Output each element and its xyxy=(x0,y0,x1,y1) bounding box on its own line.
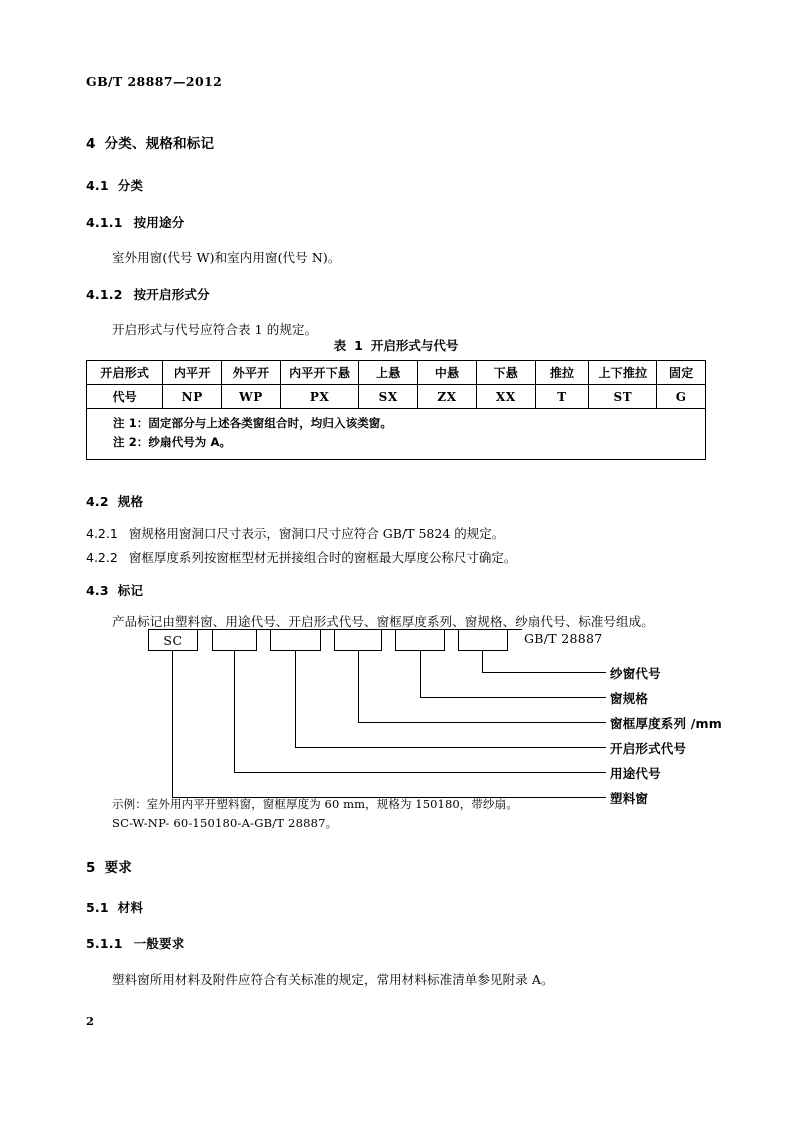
clause-4-2-1-number: 4.2.1 xyxy=(86,526,118,541)
leader-h-frame-thickness xyxy=(358,722,606,723)
marking-example-line-2: SC-W-NP- 60-150180-A-GB/T 28887。 xyxy=(112,816,338,830)
table-row-notes xyxy=(87,409,706,460)
table-1-caption xyxy=(86,336,706,354)
table-row-codes xyxy=(87,385,706,409)
heading-4-1-1 xyxy=(86,213,184,231)
leader-label-product: 塑料窗 xyxy=(610,791,649,806)
cell-code-5: XX xyxy=(476,385,535,409)
heading-4-1-1-number: 4.1.1 xyxy=(86,215,123,230)
leader-label-screen-code: 纱窗代号 xyxy=(610,666,661,681)
leader-h-screen-code xyxy=(482,672,606,673)
cell-code-1: WP xyxy=(222,385,281,409)
table-1-opening-forms xyxy=(86,360,706,460)
cell-form-5: 下悬 xyxy=(476,361,535,385)
row-header-form: 开启形式 xyxy=(87,361,163,385)
heading-4-title: 分类、规格和标记 xyxy=(104,136,215,152)
heading-4-3 xyxy=(86,581,143,599)
marking-box-screen-code xyxy=(458,629,508,651)
cell-form-3: 上悬 xyxy=(359,361,418,385)
page-number: 2 xyxy=(86,1014,95,1028)
heading-4-1-2-number: 4.1.2 xyxy=(86,287,123,302)
heading-4-3-title: 标记 xyxy=(117,583,144,598)
cell-form-0: 内平开 xyxy=(163,361,222,385)
paragraph-5-1-1: 塑料窗所用材料及附件应符合有关标准的规定，常用材料标准清单参见附录 A。 xyxy=(112,972,554,987)
leader-v-window-spec xyxy=(420,651,421,698)
table-note-2: 注 2：纱扇代号为 A。 xyxy=(113,435,232,449)
cell-code-8: G xyxy=(657,385,706,409)
leader-v-product xyxy=(172,651,173,798)
clause-4-2-2-text: 窗框厚度系列按窗框型材无拼接组合时的窗框最大厚度公称尺寸确定。 xyxy=(128,550,517,565)
heading-5-1-1 xyxy=(86,934,184,952)
table-1-notes xyxy=(87,409,706,460)
heading-4 xyxy=(86,132,214,152)
marking-box-product: SC xyxy=(148,629,198,651)
leader-h-use-code xyxy=(234,772,606,773)
cell-code-3: SX xyxy=(359,385,418,409)
cell-code-6: T xyxy=(535,385,589,409)
marking-box-frame-thickness xyxy=(334,629,382,651)
heading-4-number: 4 xyxy=(86,136,96,152)
clause-4-2-2-number: 4.2.2 xyxy=(86,550,118,565)
heading-4-3-number: 4.3 xyxy=(86,583,109,598)
clause-4-2-1-text: 窗规格用窗洞口尺寸表示，窗洞口尺寸应符合 GB/T 5824 的规定。 xyxy=(128,526,505,541)
leader-v-screen-code xyxy=(482,651,483,673)
cell-form-2: 内平开下悬 xyxy=(280,361,358,385)
marking-box-opening-code xyxy=(270,629,321,651)
leader-label-use-code: 用途代号 xyxy=(610,766,661,781)
cell-code-4: ZX xyxy=(418,385,477,409)
heading-4-2 xyxy=(86,492,143,510)
heading-5-1-1-title: 一般要求 xyxy=(133,936,185,951)
heading-4-1-2-title: 按开启形式分 xyxy=(133,287,210,302)
table-1-caption-label: 表 xyxy=(333,338,347,353)
leader-v-use-code xyxy=(234,651,235,773)
marking-dash-3 xyxy=(321,629,334,630)
heading-4-2-title: 规格 xyxy=(117,494,144,509)
leader-v-frame-thickness xyxy=(358,651,359,723)
paragraph-4-3-intro: 产品标记由塑料窗、用途代号、开启形式代号、窗框厚度系列、窗规格、纱扇代号、标准号组成。 xyxy=(112,614,654,629)
leader-label-window-spec: 窗规格 xyxy=(610,691,649,706)
leader-h-opening-code xyxy=(295,747,606,748)
leader-label-opening-code: 开启形式代号 xyxy=(610,741,687,756)
heading-4-1-title: 分类 xyxy=(117,178,144,193)
marking-box-window-spec xyxy=(395,629,445,651)
marking-box-use-code xyxy=(212,629,257,651)
paragraph-4-1-1: 室外用窗(代号 W)和室内用窗(代号 N)。 xyxy=(112,250,341,265)
marking-dash-6 xyxy=(508,629,522,630)
heading-5-1-title: 材料 xyxy=(117,900,144,915)
clause-4-2-1 xyxy=(86,524,504,542)
cell-form-7: 上下推拉 xyxy=(589,361,657,385)
marking-example-line-1: 示例：室外用内平开塑料窗，窗框厚度为 60 mm，规格为 150180，带纱扇。 xyxy=(112,797,518,811)
marking-dash-4 xyxy=(382,629,395,630)
heading-4-2-number: 4.2 xyxy=(86,494,109,509)
clause-4-2-2 xyxy=(86,548,516,566)
heading-5-1-1-number: 5.1.1 xyxy=(86,936,123,951)
table-row-forms xyxy=(87,361,706,385)
marking-dash-2 xyxy=(257,629,270,630)
heading-4-1-1-title: 按用途分 xyxy=(133,215,185,230)
cell-code-0: NP xyxy=(163,385,222,409)
leader-h-window-spec xyxy=(420,697,606,698)
leader-label-frame-thickness: 窗框厚度系列 /mm xyxy=(610,716,722,731)
marking-dash-1 xyxy=(198,629,212,630)
cell-code-2: PX xyxy=(280,385,358,409)
heading-4-1-number: 4.1 xyxy=(86,178,109,193)
cell-form-8: 固定 xyxy=(657,361,706,385)
cell-form-6: 推拉 xyxy=(535,361,589,385)
heading-4-1 xyxy=(86,176,143,194)
marking-dash-5 xyxy=(445,629,458,630)
cell-form-4: 中悬 xyxy=(418,361,477,385)
paragraph-4-1-2: 开启形式与代号应符合表 1 的规定。 xyxy=(112,322,318,337)
running-head: GB/T 28887—2012 xyxy=(86,74,223,89)
cell-form-1: 外平开 xyxy=(222,361,281,385)
heading-5-1-number: 5.1 xyxy=(86,900,109,915)
heading-5-1 xyxy=(86,898,143,916)
heading-5-title: 要求 xyxy=(104,860,132,876)
row-header-code: 代号 xyxy=(87,385,163,409)
table-1-caption-number: 1 xyxy=(354,338,363,353)
cell-code-7: ST xyxy=(589,385,657,409)
table-1-caption-title: 开启形式与代号 xyxy=(370,338,459,353)
heading-5 xyxy=(86,856,132,876)
leader-v-opening-code xyxy=(295,651,296,748)
heading-4-1-2 xyxy=(86,285,210,303)
marking-standard-number: GB/T 28887 xyxy=(524,631,603,646)
table-note-1: 注 1：固定部分与上述各类窗组合时，均归入该类窗。 xyxy=(113,416,393,430)
marking-example xyxy=(112,795,518,833)
heading-5-number: 5 xyxy=(86,860,96,876)
